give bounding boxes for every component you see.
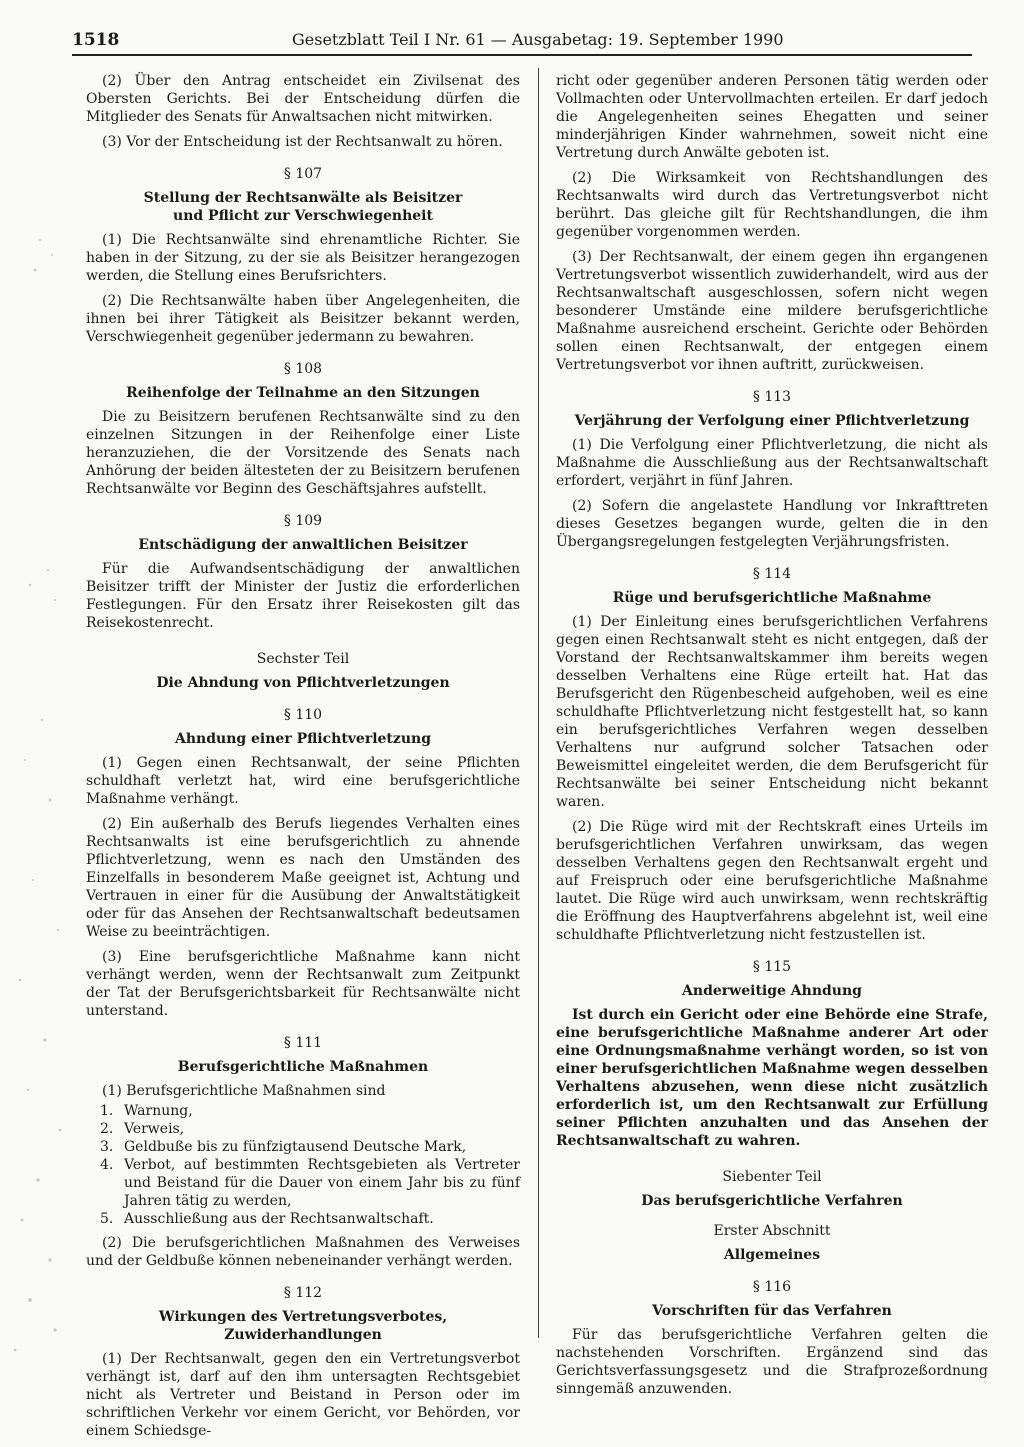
paragraph: (2) Über den Antrag entscheidet ein Zivilsenat des Obersten Gerichts. Bei der Entscheidung dürfen die Mitglieder des Senats für Anwaltsachen nicht mitwirken. [86,73,520,125]
paragraph: (2) Die Wirksamkeit von Rechtshandlungen des Rechtsanwalts wird durch das Vertretungsverbot nicht berührt. Das gleiche gilt für Rechtshandlungen, die ihm gegenüber vorgenommen werden. [556,170,988,240]
paragraph: (2) Die Rechtsanwälte haben über Angelegenheiten, die ihnen bei ihrer Tätigkeit als Beisitzer bekannt werden, Verschwiegenheit gegenüber jedermann zu bewahren. [86,293,520,345]
part-title: Das berufsgerichtliche Verfahren [641,1193,903,1209]
left-column [86,72,520,1447]
list-item: 2. Verweis, [100,1121,185,1137]
section-number: § 115 [752,959,792,975]
gazette-title: Gesetzblatt Teil I Nr. 61 — Ausgabetag: 19. September 1990 [292,30,784,49]
measures-list [86,1102,520,1228]
section-title: Wirkungen des Vertretungsverbotes, Zuwiderhandlungen [158,1309,448,1343]
page-number: 1518 [72,30,120,50]
list-item: 1. Warnung, [100,1103,193,1119]
paragraph: (2) Die Rüge wird mit der Rechtskraft eines Urteils im berufsgerichtlichen Verfahren unwirksam, das wegen desselben Verhaltens gegen den Rechtsanwalt ergeht und auf Freispruch oder eine berufsgerichtliche Maßnahme lautet. Die Rüge wird auch unwirksam, wenn rechtskräftig die Eröffnung des Hauptverfahrens abgelehnt ist, weil eine schuldhafte Pflichtverletzung nicht festzustellen ist. [556,819,988,943]
paragraph: (1) Der Einleitung eines berufsgerichtlichen Verfahrens gegen einen Rechtsanwalt steht es nicht entgegen, daß der Vorstand der Rechtsanwaltskammer ihm bereits wegen desselben Verhaltens eine Rüge erteilt hat. Hat das Berufsgericht den Rügenbescheid aufgehoben, weil es eine schuldhafte Pflichtverletzung nicht festgestellt hat, so kann ein berufsgerichtliches Verfahren wegen desselben Verhaltens nur aufgrund solcher Tatsachen oder Beweismittel eingeleitet werden, die dem Berufsgericht für Rechtsanwälte bei seiner Entscheidung nicht bekannt waren. [556,614,988,810]
section-number: § 114 [752,566,792,582]
section-title [86,189,520,225]
section-number: § 110 [283,707,323,723]
section-title: Rüge und berufsgerichtliche Maßnahme [612,590,932,606]
paragraph: (3) Eine berufsgerichtliche Maßnahme kann nicht verhängt werden, wenn der Rechtsanwalt zum Zeitpunkt der Tat der Berufsgerichtsbarkeit für Rechtsanwälte nicht unterstand. [86,949,520,1019]
section-title: Reihenfolge der Teilnahme an den Sitzungen [126,385,480,401]
paragraph: (1) Die Rechtsanwälte sind ehrenamtliche Richter. Sie haben in der Sitzung, zu der sie als Beisitzer herangezogen werden, die Stellung eines Berufsrichters. [86,232,520,284]
scan-speckle-margin [0,0,70,1371]
part-title: Die Ahndung von Pflichtverletzungen [156,675,450,691]
section-title-line: Stellung der Rechtsanwälte als Beisitzer [143,190,463,206]
paragraph: (1) Die Verfolgung einer Pflichtverletzung, die nicht als Maßnahme die Ausschließung aus der Rechtsanwaltschaft erfordert, verjährt in fünf Jahren. [556,437,988,489]
part-label: Siebenter Teil [722,1169,822,1185]
paragraph: (1) Gegen einen Rechtsanwalt, der seine Pflichten schuldhaft verletzt hat, wird eine berufsgerichtliche Maßnahme verhängt. [86,755,520,807]
section-number: § 113 [752,389,792,405]
paragraph: (2) Ein außerhalb des Berufs liegendes Verhalten eines Rechtsanwalts ist eine berufsgerichtlich zu ahnende Pflichtverletzung, wenn es nach den Umständen des Einzelfalls in besonderem Maße geeignet ist, Achtung und Vertrauen in einer für die Ausübung der Anwaltstätigkeit oder für das Ansehen der Rechtsanwaltschaft bedeutsamen Weise zu beeinträchtigen. [86,816,520,940]
paragraph: Ist durch ein Gericht oder eine Behörde eine Strafe, eine berufsgerichtliche Maßnahme anderer Art oder eine Ordnungsmaßnahme verhängt worden, so ist von einer berufsgerichtlichen Maßnahme wegen desselben Verhaltens abzusehen, wenn diese nicht zusätzlich erforderlich ist, um den Rechtsanwalt zur Erfüllung seiner Pflichten anzuhalten und das Ansehen der Rechtsanwaltschaft zu wahren. [556,1007,988,1149]
paragraph: (2) Sofern die angelastete Handlung vor Inkrafttreten dieses Gesetzes begangen wurde, gelten die in den Übergangsregelungen festgelegten Verjährungsfristen. [556,498,988,550]
paragraph: (3) Vor der Entscheidung ist der Rechtsanwalt zu hören. [102,134,503,150]
section-title: Vorschriften für das Verfahren [652,1303,892,1319]
chapter-label: Erster Abschnitt [713,1223,831,1239]
section-number: § 109 [283,513,323,529]
section-number: § 116 [752,1279,792,1295]
page-header [72,28,972,56]
paragraph: (1) Der Rechtsanwalt, gegen den ein Vertretungsverbot verhängt ist, darf auf den ihm untersagten Rechtsgebiet nicht als Vertreter und Beistand in Person oder im schriftlichen Verkehr vor einem Gericht, vor Behörden, vor einem Schiedsge- [86,1351,520,1439]
list-item: 4. Verbot, auf bestimmten Rechtsgebieten als Vertreter und Beistand für die Dauer von einem Jahr bis zu fünf Jahren tätig zu werden, [100,1157,520,1209]
paragraph: Die zu Beisitzern berufenen Rechtsanwälte sind zu den einzelnen Sitzungen in der Reihenfolge einer Liste heranzuziehen, die der Vorsitzende des Senats nach Anhörung der beiden ältesteten der zu Beisitzern berufenen Rechtsanwälte vor Beginn des Geschäftsjahres aufstellt. [86,409,520,497]
paragraph: (3) Der Rechtsanwalt, der einem gegen ihn ergangenen Vertretungsverbot wissentlich zuwiderhandelt, wird aus der Rechtsanwaltschaft ausgeschlossen, sofern nicht wegen besonderer Umstände eine mildere berufsgerichtliche Maßnahme ausreichend erscheint. Gerichte oder Behörden sollen einen Rechtsanwalt, der entgegen einem Vertretungsverbot vor ihnen auftritt, zurückweisen. [556,249,988,373]
list-item: 3. Geldbuße bis zu fünfzigtausend Deutsche Mark, [100,1139,467,1155]
section-number: § 108 [283,361,323,377]
column-divider [538,68,539,1338]
section-number: § 111 [283,1035,323,1051]
paragraph: Für das berufsgerichtliche Verfahren gelten die nachstehenden Vorschriften. Ergänzend sind das Gerichtsverfassungsgesetz und die Strafprozeßordnung sinngemäß anzuwenden. [556,1327,988,1397]
paragraph: Für die Aufwandsentschädigung der anwaltlichen Beisitzer trifft der Minister der Justiz die erforderlichen Festlegungen. Für den Ersatz ihrer Reisekosten gilt das Reisekostenrecht. [86,561,520,631]
section-title: Ahndung einer Pflichtverletzung [175,731,431,747]
section-title: Entschädigung der anwaltlichen Beisitzer [138,537,468,553]
section-title: Berufsgerichtliche Maßnahmen [177,1059,429,1075]
section-number: § 112 [283,1285,323,1301]
section-title: Verjährung der Verfolgung einer Pflichtverletzung [574,413,970,429]
chapter-title: Allgemeines [723,1247,821,1263]
paragraph: (2) Die berufsgerichtlichen Maßnahmen des Verweises und der Geldbuße können nebeneinander verhängt werden. [86,1235,520,1269]
part-label: Sechster Teil [256,651,350,667]
right-column [556,72,988,1405]
paragraph: (1) Berufsgerichtliche Maßnahmen sind [102,1083,386,1099]
section-title: Anderweitige Ahndung [682,983,862,999]
paragraph: richt oder gegenüber anderen Personen tätig werden oder Vollmachten oder Untervollmachten erteilen. Er darf jedoch die Angelegenheiten seines Ehegatten und seiner minderjährigen Kinder wahrnehmen, soweit nicht eine Vertretung durch Anwälte geboten ist. [556,73,988,161]
section-title-line: und Pflicht zur Verschwiegenheit [173,208,433,224]
list-item: 5. Ausschließung aus der Rechtsanwaltschaft. [100,1211,434,1227]
section-number: § 107 [283,166,323,182]
